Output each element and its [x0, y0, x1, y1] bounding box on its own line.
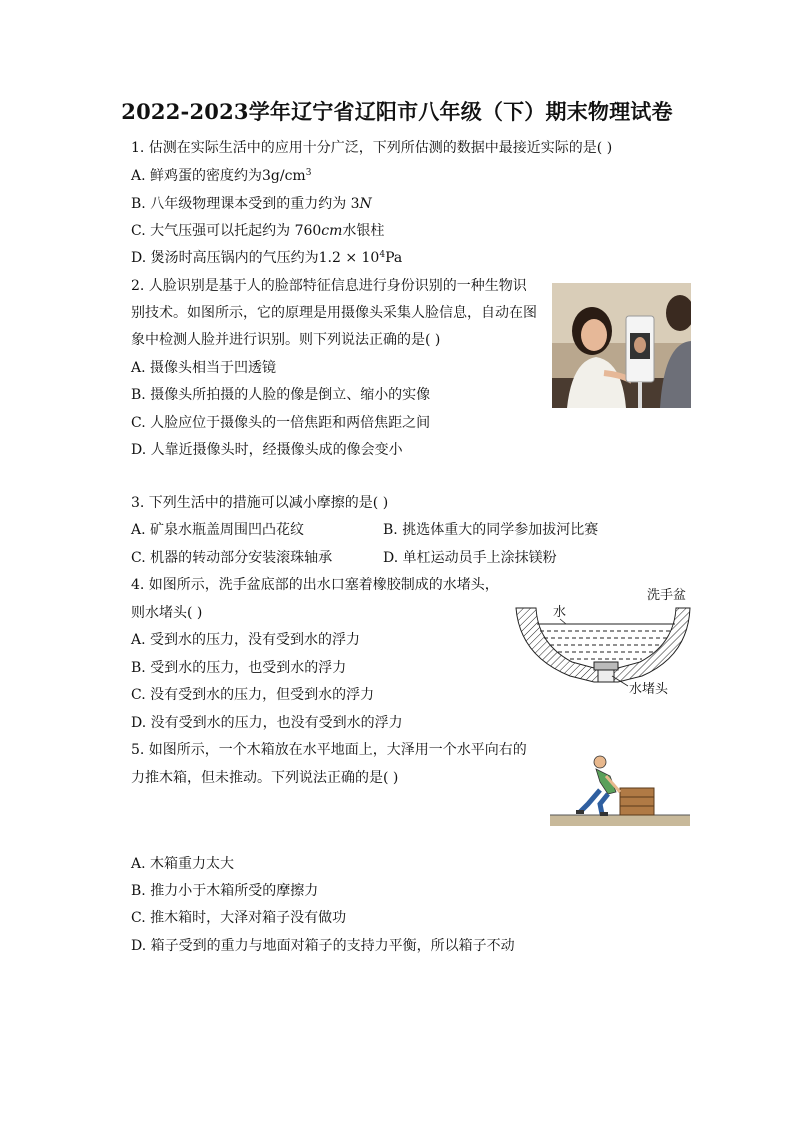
water-label: 水: [553, 605, 567, 620]
page-title: 2022-2023学年辽宁省辽阳市八年级（下）期末物理试卷: [121, 99, 673, 124]
question-3-option-c: C. 机器的转动部分安装滚珠轴承: [131, 550, 333, 566]
question-5-option-c: C. 推木箱时，大泽对箱子没有做功: [131, 910, 347, 926]
question-5-stem-line-2: 力推木箱，但未推动。下列说法正确的是( ): [131, 770, 399, 786]
question-5-option-b: B. 推力小于木箱所受的摩擦力: [131, 883, 319, 899]
question-4-option-b: B. 受到水的压力，也受到水的浮力: [131, 660, 347, 676]
question-4-option-a: A. 受到水的压力，没有受到水的浮力: [131, 632, 361, 648]
question-2-option-b: B. 摄像头所拍摄的人脸的像是倒立、缩小的实像: [131, 387, 431, 403]
question-2-option-c: C. 人脸应位于摄像头的一倍焦距和两倍焦距之间: [131, 415, 431, 431]
question-2-stem-line-3: 象中检测人脸并进行识别。则下列说法正确的是( ): [131, 332, 441, 348]
question-5-stem-line-1: 5. 如图所示，一个木箱放在水平地面上，大泽用一个水平向右的: [131, 742, 527, 758]
question-5-option-a: A. 木箱重力太大: [131, 856, 235, 872]
question-3-option-b: B. 挑选体重大的同学参加拔河比赛: [383, 522, 599, 538]
question-3-stem: 3. 下列生活中的措施可以减小摩擦的是( ): [131, 495, 389, 511]
question-4-stem-line-1: 4. 如图所示，洗手盆底部的出水口塞着橡胶制成的水堵头，: [131, 577, 499, 593]
question-4-option-c: C. 没有受到水的压力，但受到水的浮力: [131, 687, 375, 703]
question-5-option-d: D. 箱子受到的重力与地面对箱子的支持力平衡，所以箱子不动: [131, 938, 515, 954]
question-2-stem-line-2: 别技术。如图所示，它的原理是用摄像头采集人脸信息，自动在图: [131, 305, 537, 321]
question-1-option-b: B. 八年级物理课本受到的重力约为 3N: [131, 196, 372, 212]
pushing-box-illustration: [550, 752, 690, 826]
question-3-option-d: D. 单杠运动员手上涂抹镁粉: [383, 550, 557, 566]
question-4-option-d: D. 没有受到水的压力，也没有受到水的浮力: [131, 715, 403, 731]
question-4-stem-line-2: 则水堵头( ): [131, 605, 203, 621]
basin-label: 洗手盆: [647, 588, 687, 603]
plug-label: 水堵头: [629, 682, 669, 697]
face-recognition-photo: [552, 283, 691, 408]
question-2-option-d: D. 人靠近摄像头时，经摄像头成的像会变小: [131, 442, 403, 458]
question-1-option-d: D. 煲汤时高压锅内的气压约为$1.2 \times 10^4Pa$: [131, 250, 403, 266]
question-2-option-a: A. 摄像头相当于凹透镜: [131, 360, 277, 376]
question-1-stem: 1. 估测在实际生活中的应用十分广泛，下列所估测的数据中最接近实际的是( ): [131, 140, 613, 156]
question-3-option-a: A. 矿泉水瓶盖周围凹凸花纹: [131, 522, 305, 538]
question-1-option-c: C. 大气压强可以托起约为 760cm水银柱: [131, 223, 385, 239]
question-2-stem-line-1: 2. 人脸识别是基于人的脸部特征信息进行身份识别的一种生物识: [131, 278, 527, 294]
question-1-option-a: A. 鲜鸡蛋的密度约为$3g/cm^3$: [131, 168, 312, 184]
